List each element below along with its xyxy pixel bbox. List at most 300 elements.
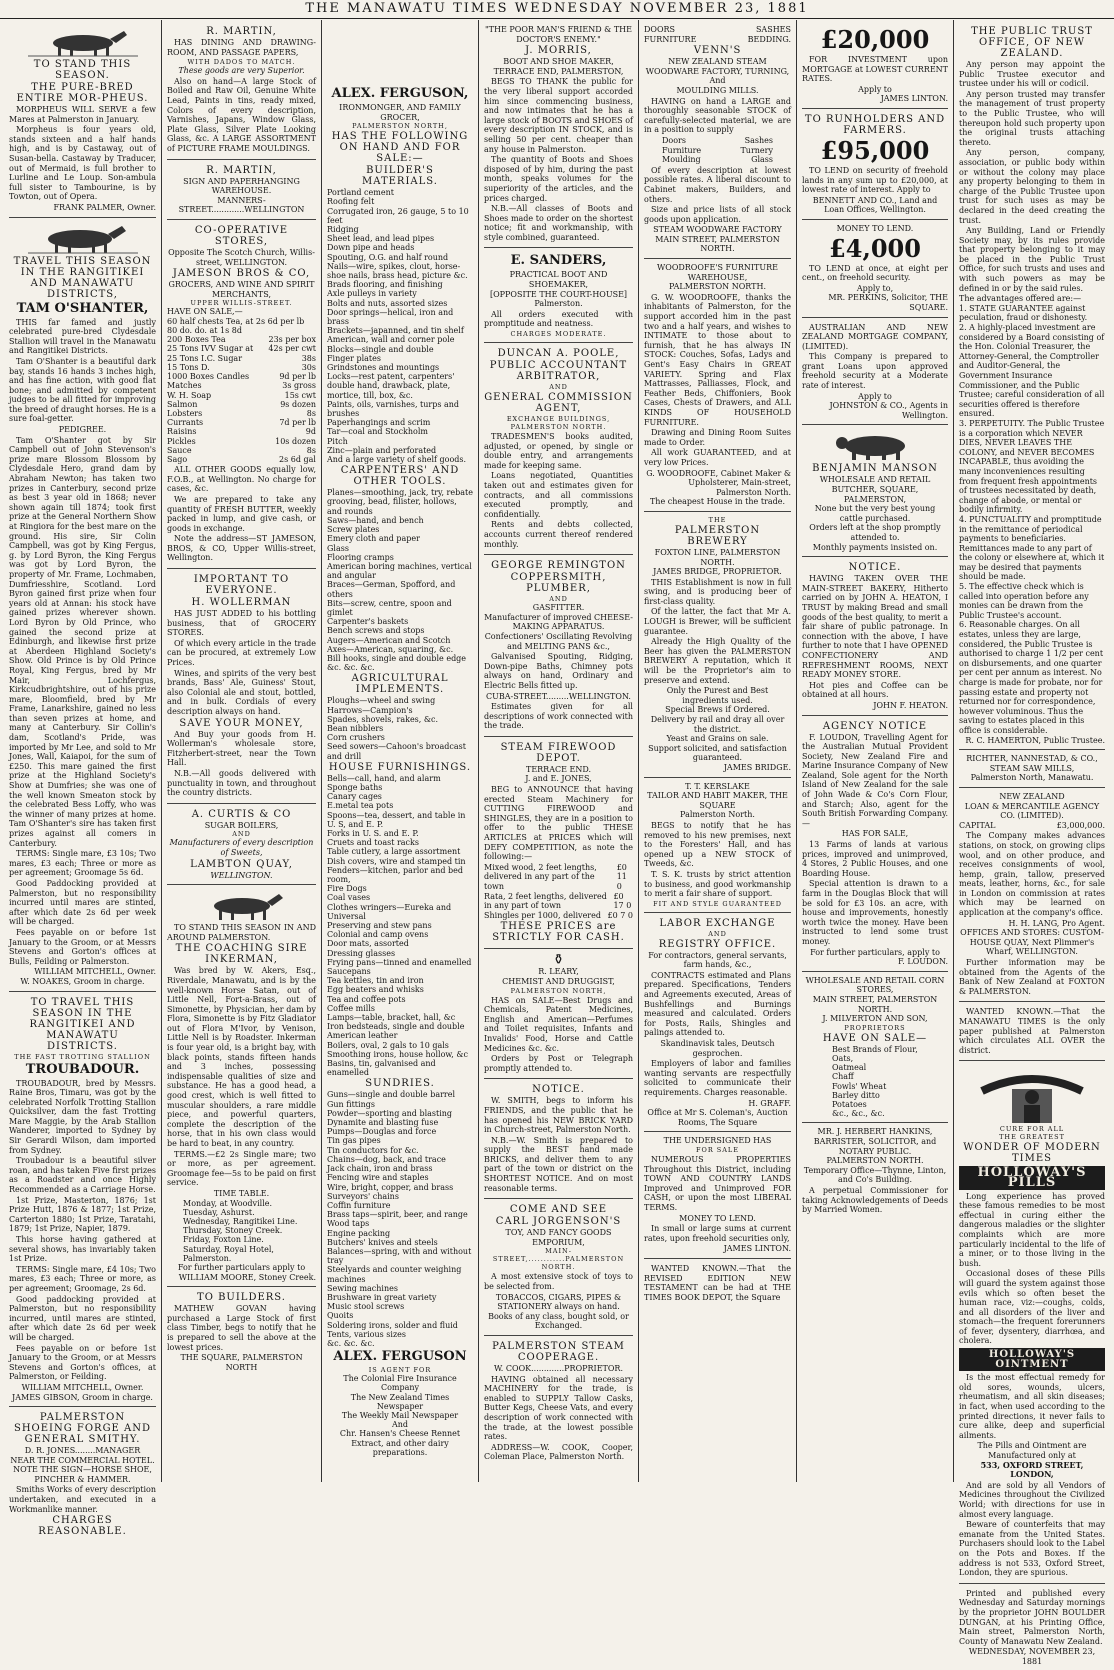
ad-subtitle: THE PURE-BRED ENTIRE MOR-PHEUS. xyxy=(16,82,149,104)
list-item: Nails—wire, spikes, clout, horse-shoe nails, brass head, picture &c. xyxy=(327,261,468,281)
list-item: Zinc—plain and perforated xyxy=(327,445,437,455)
ad-subtitle: NEW ZEALAND STEAM WOODWARE FACTORY, TURNING, xyxy=(645,57,790,76)
ad-title: LABOR EXCHANGE xyxy=(659,917,776,929)
list-item: Fencing wire and staples xyxy=(327,1173,429,1183)
list-item: Wire, bright, copper, and brass xyxy=(327,1182,454,1192)
product-row-cell: Furniture xyxy=(662,145,702,155)
list-item: Egg beaters and whisks xyxy=(327,985,424,995)
price-row xyxy=(167,381,316,390)
ad-title: PALMERSTON STEAM COOPERAGE. xyxy=(492,1341,625,1363)
ad-text: D. R. JONES........MANAGER xyxy=(24,1446,141,1456)
product-row-cell: Moulding xyxy=(662,155,701,165)
ad-address: [OPPOSITE THE COURT-HOUSE] Palmerston. xyxy=(489,289,628,309)
list-item: Bolts and nuts, assorted sizes xyxy=(327,298,448,308)
list-item: Door springs—helical, iron and brass xyxy=(327,307,454,327)
list-item: Cruets and toast racks xyxy=(327,838,419,848)
list-item: Paperhangings and scrim xyxy=(327,418,431,428)
ad-name: PALMERSTON BREWERY xyxy=(674,524,761,547)
ad-manson xyxy=(802,427,948,557)
ad-subtitle: PUBLIC ACCOUNTANT ARBITRATOR, xyxy=(489,360,628,383)
price-row-cell: Salmon xyxy=(167,399,198,409)
ad-morris xyxy=(484,23,633,248)
ad-signature: JOHNSTON & CO., Agents in Wellington. xyxy=(829,401,948,420)
price-row-cell: Matches xyxy=(167,381,202,391)
ad-signature: MR. PERKINS, Solicitor, THE SQUARE. xyxy=(828,293,948,312)
price-row xyxy=(167,409,316,418)
ad-text: Manufacturers of every description of Sweets, xyxy=(169,838,314,857)
ad-shoeing-forge xyxy=(9,1409,156,1542)
price-row xyxy=(167,335,316,344)
price-row-cell: 200 Boxes Tea xyxy=(167,335,226,345)
list-item: Fire Dogs xyxy=(327,884,367,894)
ad-poole xyxy=(484,345,633,555)
section-heading: HOUSE FURNISHINGS. xyxy=(328,761,472,773)
list-item: Butchers' knives and steels xyxy=(327,1237,438,1247)
ad-text: Smiths Works of every description undertaken, and executed in a Workmanlike manner. xyxy=(9,1485,156,1514)
ad-text: THIS Establishment is now in full swing, and is producing beer of first-class quality. xyxy=(644,577,791,606)
ad-address: OFFICES AND STORES: CUSTOM-HOUSE QUAY, Next Plimmer's Wharf, WELLINGTON. xyxy=(960,928,1104,957)
price-row xyxy=(484,911,633,921)
ad-morpheus xyxy=(9,23,156,218)
list-item: 1. STATE GUARANTEE against peculation, fraud or dishonesty. xyxy=(959,303,1088,323)
column-4 xyxy=(479,20,639,1482)
ad-curtis xyxy=(167,806,316,885)
ad-subtitle: HAVE ON SALE— xyxy=(822,1032,928,1044)
ad-text: TO LEND at once, at eight per cent., on freehold security. xyxy=(802,263,948,283)
ad-text: WANTED KNOWN.—That the MANAWATU TIMES is the only paper published at Palmerston which circulates ALL OVER the district. xyxy=(959,1007,1105,1055)
ad-text: Size and price lists of all stock goods upon application. xyxy=(644,205,791,224)
price-row xyxy=(167,427,316,436)
ad-text: Loans negotiated, Quantities taken out and estimates given for contracts, and all commissions executed promptly, and confidentially. xyxy=(484,471,633,519)
ad-text: None but the very best young cattle purchased. xyxy=(814,504,936,523)
ad-name: H. WOLLERMAN xyxy=(191,597,292,609)
ad-signature: ALEX. FERGUSON xyxy=(333,1349,467,1365)
list-item: Basins, tin, galvanised and enamelled xyxy=(327,1059,436,1078)
price-row-cell: 42s per cwt xyxy=(268,344,316,354)
ad-title: WONDER OF MODERN TIMES xyxy=(963,1142,1101,1165)
product-table xyxy=(644,136,791,165)
list-item: Smoothing irons, house hollow, &c xyxy=(327,1049,468,1059)
ad-text: Note the address—ST JAMESON, BROS, & CO, Upper Willis-street, Wellington. xyxy=(167,534,316,563)
column-1 xyxy=(4,20,162,1538)
ad-address: Palmerston North, Manawatu. xyxy=(970,773,1094,783)
price-row-cell: 38s xyxy=(301,353,316,363)
ad-text: Already the High Quality of the Beer has given the PALMERSTON BREWERY A reputation, which it will be the Proprietor's aim to preserve and extend. xyxy=(644,637,791,685)
ad-text: Hot pies and Coffee can be obtained at all hours. xyxy=(802,680,948,700)
ad-text: CHARGES MODERATE. xyxy=(510,330,607,339)
ad-text: And xyxy=(709,76,726,86)
list-item: Tin gas pipes xyxy=(327,1136,381,1146)
ad-text: HAS JUST ADDED to his bottling business, that of GROCERY STORES. xyxy=(167,609,316,638)
column-6 xyxy=(797,20,954,1482)
ad-name: JAMESON BROS & CO, xyxy=(172,268,311,280)
list-item: Frying pans—tinned and enamelled xyxy=(327,957,472,967)
item-list xyxy=(327,696,473,760)
ad-footer: THESE PRICES are STRICTLY FOR CASH. xyxy=(492,921,625,944)
holloways-ointment-banner: HOLLOWAY'S OINTMENT xyxy=(959,1348,1105,1371)
ad-subtitle: GENERAL COMMISSION AGENT, xyxy=(484,392,633,415)
list-item: Brads flooring, and finishing xyxy=(327,280,443,290)
ad-text: Monthly payments insisted on. xyxy=(812,542,938,552)
ad-text: 13 Farms of lands at various prices, improved and unimproved, 4 Stores, 2 Public Houses, and one Boarding House. xyxy=(802,840,948,878)
ad-text: Confectioners' Oscillating Revolving and MELTING PANS &c., xyxy=(484,631,633,651)
list-item: 4. PUNCTUALITY and promptitude in the remittance of periodical payments to beneficiaries. Remittances made to any part of the colony or elsewhere at, which it may be desired that payments should be made. xyxy=(959,514,1105,582)
column-3 xyxy=(322,20,479,1482)
section-heading: AGRICULTURAL IMPLEMENTS. xyxy=(351,673,449,696)
list-item: Dynamite and blasting fuse xyxy=(327,1118,439,1128)
list-item: Axle pulleys in variety xyxy=(327,289,417,299)
list-item: Best Brands of Flour, xyxy=(832,1044,918,1054)
ad-name: R. MARTIN, xyxy=(206,164,277,176)
ad-text: Any Building, Land or Friendly Society may, by its rules provide that property belonging to it may be placed in the Public Trust Office, for such trusts and uses and with such powers as may be defined in or by the said rules. xyxy=(959,226,1105,293)
holloway-emblem-icon xyxy=(972,1067,1092,1127)
list-item: Potatoes xyxy=(832,1099,867,1109)
price-row-cell: 3s gross xyxy=(282,381,316,391)
ad-jorgenson xyxy=(484,1201,633,1336)
ad-subtitle: GROCERS, AND WINE AND SPIRIT MERCHANTS, xyxy=(168,280,315,299)
ad-text: Employers of labor and families wanting servants are respectfully solicited to communicate their requirements. Charges reasonable. xyxy=(644,1059,791,1097)
price-row xyxy=(167,344,316,353)
ad-subtitle: PRACTICAL BOOT AND SHOEMAKER, xyxy=(509,270,608,290)
ad-text: FOR SALE xyxy=(695,1145,739,1154)
list-item: Guns—single and double barrel xyxy=(327,1090,456,1100)
list-item: Tin conductors for &c. xyxy=(327,1145,419,1155)
ad-text: Of which every article in the trade can be procured, at extremely Low Prices. xyxy=(167,638,316,668)
price-list xyxy=(484,863,633,921)
list-item: Spoons—tea, dessert, and table in U. S, and E. P. xyxy=(327,810,466,829)
ad-name: A. CURTIS & CO xyxy=(191,808,292,820)
list-item: Oatmeal xyxy=(832,1063,867,1073)
ad-text: Books of any class, bought sold, or Exchanged. xyxy=(488,1311,629,1331)
item-list xyxy=(802,1045,948,1119)
ad-subtitle: MOULDING MILLS. xyxy=(676,85,759,95)
ad-signature: JAMES BRIDGE. xyxy=(723,762,791,772)
section-heading: TIME TABLE. xyxy=(213,1188,270,1198)
list-item: Balances—spring, with and without tray xyxy=(327,1246,472,1266)
ad-text: MORPHEUS WILL SERVE a few Mares at Palmerston in January. xyxy=(9,105,156,124)
ad-address: Office at Mr S. Coleman's, Auction Rooms, The Square xyxy=(647,1108,788,1127)
horse-name: TROUBADOUR. xyxy=(25,1061,140,1077)
price-row xyxy=(167,372,316,381)
list-item: Roofing felt xyxy=(327,197,375,207)
section-heading: PEDIGREE. xyxy=(58,425,107,435)
list-item: Flooring cramps xyxy=(327,552,394,562)
ad-text: Delivery by rail and dray all over the district. xyxy=(650,715,785,734)
ad-text: CONTRACTS estimated and Plans prepared. Specifications, Tenders and Agreements executed, Areas of Bushfellings and Burnings measured and calculated. Orders for Posts, Rails, Shingles and palings attended to. xyxy=(644,970,791,1038)
price-row-cell: W. H. Soap xyxy=(167,390,212,400)
ad-text: Good Paddocking provided at Palmerston, but no responsibility incurred until mares are stinted, after which date 2s 6d per week will be charged. xyxy=(9,878,156,927)
ad-text: Temporary Office—Thynne, Linton, and Co's Building. xyxy=(803,1165,947,1185)
ad-subtitle: TOY, AND FANCY GOODS EMPORIUM, xyxy=(505,1228,612,1247)
imprint-date: WEDNESDAY, NOVEMBER 23, 1881 xyxy=(968,1647,1096,1666)
ad-text: Only the Purest and Best ingredients used. xyxy=(666,686,769,705)
ad-title: AGENCY NOTICE xyxy=(822,720,928,732)
list-item: Sheet lead, and lead pipes xyxy=(327,234,435,244)
ad-address: 533, OXFORD STREET, LONDON, xyxy=(980,1459,1084,1480)
list-item: Table cutlery, a large assortment xyxy=(327,847,461,857)
list-item: Jack chain, iron and brass xyxy=(327,1164,433,1174)
ad-title: TO TRAVEL THIS SEASON IN THE RANGITIKEI AND MANAWATU DISTRICTS. xyxy=(29,996,136,1052)
list-item: Seed sowers—Cahoon's broadcast and drill xyxy=(327,742,466,761)
time-table-line: Thursday, Stoney Creek. xyxy=(183,1226,283,1236)
ad-address: PALMERSTON NORTH. xyxy=(826,1156,924,1166)
ad-text: For further particulars, apply to xyxy=(810,947,940,957)
ad-signature: JAMES LINTON. xyxy=(723,1244,791,1254)
list-item: Grindstones and mountings xyxy=(327,363,440,373)
ad-text: And Buy your goods from H. Wollerman's wholesale store, Fitzherbert-street, near the Town Hall. xyxy=(167,729,316,768)
ad-text: BEDDING. xyxy=(747,34,791,44)
column-5 xyxy=(639,20,797,1482)
column-2 xyxy=(162,20,322,1482)
price-row xyxy=(167,317,316,326)
list-item: Tea kettles, tin and iron xyxy=(327,976,424,986)
list-item: Powder—sporting and blasting xyxy=(327,1108,453,1118)
ad-address: MANNERS-STREET.............WELLINGTON xyxy=(178,195,305,215)
ad-text: Apply to, xyxy=(856,283,894,293)
ad-text: TERMS: Single mare, £4 10s; Two mares, £3 each; Three or more, as per agreement; Groomage, 2s 6d. xyxy=(9,1264,156,1293)
ad-header-row xyxy=(644,25,791,35)
ad-text: A most extensive stock of toys to be selected from. xyxy=(484,1272,633,1292)
price-row-cell: £0 11 0 xyxy=(616,862,627,891)
ad-text: Tam O'Shanter got by Sir Campbell out of John Stevenson's prize mare Blossom Blossom by Clydesdale Hero, grand dam by Abraham Newton; has taken two prizes in Canterbury, second prize as best 3 year old in 1868; never shown again till 1874; took first prize at the General Northern Show at Ringiora for the best mare on the ground. His sire, Sir Colin Campbell, was got by King Fergus, g. by Lord Byron, the King Fergus was got by Lord Byron, the property of Mr. Frame, Lochmaben, Dumfriesshire, Scotland. Lord Byron gained first prize when four years old at Annan: his stock have gained prizes wherever shown. Lord Byron by Old Prince, who gained the second prize at Edinburgh, and likewise first prize at Aberdeen Highland Society's Show. Old Prince is by Old Prince Royal, King Fergus, bred by Mr Mair, Lochfergus, Kirkcudbrightshire, out of his prize mare, Bloomfield, bred by Mr Frame, Lanarkshire, gained no less than seven prizes at home, and many at Canterbury. Sir Collin's dam, Scotland's Pride, was imported by Mr Lee, and sold to Mr Jones, Wall, Kaiapoi, for the sum of £250. This mare gained the first prize at the Highland Society's Show at Dumfries; she was one of the well known Smeaton stock by the celebrated Bess Loffy, who was the winner of many prizes at home. Tam O'Shanter's sire has taken first prizes against all comers in Canterbury. xyxy=(9,435,156,848)
ad-mortgage-company xyxy=(802,320,948,426)
list-item: Glass xyxy=(327,543,349,553)
ad-signature: H. H. LANG, Pro Agent. xyxy=(1008,918,1105,928)
ad-title: NEW ZEALAND xyxy=(999,791,1065,801)
imprint-text: Printed and published every Wednesday and Saturday mornings by the proprietor JOHN BOULDER DUNGAN, at his Printing Office, Main street, Palmerston North, County of Manawatu New Zealand. xyxy=(959,1588,1105,1646)
price-row-cell: 2s 6d gal xyxy=(279,454,316,464)
list-item: Gun fittings xyxy=(327,1099,375,1109)
ad-title: REGISTRY OFFICE. xyxy=(658,938,777,950)
ad-signature: WILLIAM MITCHELL, Owner. xyxy=(21,1382,144,1392)
ad-text: BEGS to notify that he has removed to his new premises, next to the Foresters' Hall, and has opened up a NEW STOCK of Tweeds, &c. xyxy=(644,820,791,869)
ad-title: PALMERSTON SHOEING FORGE AND GENERAL SMITHY. xyxy=(13,1412,152,1446)
ad-text: WITH DADOS TO MATCH. xyxy=(187,58,296,67)
product-row-cell: Sashes xyxy=(744,135,773,145)
price-row-cell: Pickles xyxy=(167,436,196,446)
ad-address: PALMERSTON NORTH, xyxy=(510,986,607,995)
ad-name: R. MARTIN, xyxy=(206,26,277,37)
ad-subtitle: IRONMONGER, AND FAMILY GROCER, xyxy=(339,103,461,122)
ad-title: "THE POOR MAN'S FRIEND & THE DOCTOR'S ENEMY." xyxy=(485,25,632,44)
ad-remington xyxy=(484,557,633,737)
ad-name: BENJAMIN MANSON xyxy=(812,463,938,475)
ad-woodroofe xyxy=(644,261,791,512)
list-item: Bill hooks, single and double edge &c. &c. &c. xyxy=(327,653,467,673)
list-item: &c., &c., &c. xyxy=(832,1109,885,1119)
ad-title: WOODROOFE'S FURNITURE WAREHOUSE, xyxy=(657,263,778,282)
ad-text: Also on hand—A large Stock of Boiled and Raw Oil, Genuine White Lead, Paints in tins, ready mixed, Colors of every description, Varnishes, Japans, Window Glass, Plate Glass, Silver Plate Looking Glass, &c. A LARGE ASSORTMENT of PICTURE FRAME MOULDINGS. xyxy=(167,76,316,153)
list-item: Finger plates xyxy=(327,353,381,363)
list-item: Braces—German, Spofford, and others xyxy=(327,580,456,599)
ad-text: This horse having gathered at several shows, has invariably taken 1st Prize. xyxy=(9,1235,156,1264)
product-row xyxy=(662,136,773,146)
product-row xyxy=(662,155,773,165)
product-row-cell: Glass xyxy=(751,155,773,165)
ad-sanders xyxy=(484,250,633,343)
ad-text: Fees payable on or before 1st January to the Groom, or at Messrs Stevens and Gorton's offices at Bulls, Feilding or Palmerston. xyxy=(9,927,156,966)
time-table-line: Monday, at Woodville. xyxy=(183,1198,273,1208)
ad-title: CO-OPERATIVE STORES, xyxy=(194,224,289,247)
list-item: E.metal tea pots xyxy=(327,801,394,811)
product-row xyxy=(662,146,773,156)
ad-subtitle: COPPERSMITH, PLUMBER, xyxy=(510,572,607,595)
ad-address: MAIN-STREET,............PALMERSTON NORTH. xyxy=(492,1247,625,1272)
ad-ferguson xyxy=(327,23,473,1461)
ad-subtitle: HAS FOR SALE, xyxy=(841,829,909,839)
ad-linton-properties xyxy=(644,1134,791,1259)
ad-text: TERMS: Single mare, £3 10s; Two mares, £3 each; Three or more as per agreement; Groomage 5s 6d. xyxy=(9,849,156,878)
ad-title: COME AND SEE xyxy=(509,1204,608,1216)
time-table xyxy=(167,1199,316,1263)
ad-title: TO STAND THIS SEASON. xyxy=(33,59,132,81)
list-item: Portland cement xyxy=(327,188,394,198)
ad-signature: JAMES LINTON. xyxy=(880,94,948,104)
ad-r-martin-2 xyxy=(167,162,316,220)
ad-name: MR. J. HERBERT HANKINS, xyxy=(817,1127,933,1137)
capital-row xyxy=(959,821,1105,831)
ad-text: The Pills and Ointment are Manufactured only at xyxy=(977,1441,1087,1460)
ad-address: FOXTON LINE, PALMERSTON NORTH. xyxy=(654,547,781,567)
ad-address: Opposite The Scotch Church, Willis-street, WELLINGTON. xyxy=(168,247,315,267)
ad-text: TO STAND THIS SEASON IN AND AROUND PALMERSTON. xyxy=(167,923,316,942)
product-row-cell: Doors xyxy=(662,135,686,145)
price-row-cell: 25 Tons IVV Sugar at xyxy=(167,344,254,354)
ad-text: SIGN AND PAPERHANGING WAREHOUSE. xyxy=(183,176,300,196)
ad-text: Of every description at lowest possible rates. A liberal discount to Cabinet makers, Builders, and others. xyxy=(644,165,791,204)
list-item: Harrows—Campion's xyxy=(327,705,413,715)
ad-text: Support solicited, and satisfaction guaranteed. xyxy=(648,743,787,763)
ad-name: R. LEARY, xyxy=(538,967,579,977)
ad-title: TRAVEL THIS SEASON IN THE RANGITIKEI AND MANAWATU DISTRICTS, xyxy=(13,255,152,300)
ad-title: TO RUNHOLDERS AND FARMERS. xyxy=(804,113,946,136)
ad-signature: W. NOAKES, Groom in charge. xyxy=(20,976,145,986)
ad-text: NEAR THE COMMERCIAL HOTEL. xyxy=(10,1455,155,1465)
ad-subtitle: GASFITTER. xyxy=(532,603,585,613)
ad-troubadour xyxy=(9,994,156,1408)
item-list xyxy=(327,1090,473,1348)
ad-address: UPPER WILLIS-STREET. xyxy=(190,299,293,308)
ad-text: Rents and debts collected, accounts current thereof rendered monthly. xyxy=(484,520,633,549)
ad-subtitle: THE FAST TROTTING STALLION xyxy=(14,1052,151,1061)
ad-text: AND xyxy=(708,929,727,938)
list-item: 2. A highly-placed investment are considered by a Board consisting of the Hon. Colonial Treasurer, the Attorney-General, the Comptroller and Auditor-General, the Government Insurance Commissioner, and the Public Trustee; careful consideration of all securities offered is therefore ensured. xyxy=(959,323,1105,419)
list-item: Lamps—table, bracket, hall, &c xyxy=(327,1013,456,1023)
list-item: Fowls' Wheat xyxy=(832,1081,887,1091)
ad-text: HAVING TAKEN OVER THE MAIN-STREET BAKERY, Hitherto carried on by JOHN A. HEATON, I TRUST by making Bread and small goods of the best quality, to merit a fair share of public patronage. In connection with the above, I have further to note that I have OPENED CONFECTIONERY AND REFRESHMENT ROOMS, NEXT READY MONEY STORE. xyxy=(802,574,948,680)
ad-text: AND xyxy=(549,595,568,604)
list-item: 6. Reasonable charges. On all estates, unless they are large, considered, the Public Trustee is authorised to charge 1 1/2 per cent on disbursements, and one quarter per cent per annum as interest. No charge is made for probate, nor for passing estate and property not returned nor for correspondence, however voluminous. Thus the saving to estates placed in this office is considerable. xyxy=(959,620,1104,735)
price-row-cell: 80 do. do. at 1s 8d xyxy=(167,326,242,336)
ad-richter xyxy=(959,752,1105,788)
ad-text: Fees payable on or before 1st January to the Groom, or at Messrs Stevens and Gorton's offices, at Palmerston, or Feilding. xyxy=(9,1343,156,1382)
ad-text: NOTE THE SIGN—HORSE SHOE, PINCHER & HAMMER. xyxy=(13,1465,152,1484)
ad-title: NOTICE. xyxy=(532,1084,585,1096)
ad-text: TROUBADOUR, bred by Messrs. Raine Bros, Timaru, was got by the celebrated Norfolk Trotting Stallion Quicksilver, dam the fast Trotting Mare Maggie, by the Arab Stallion Wanderer, imported to Sydney by Sir Gerardi Wilson, dam imported from Sydney. xyxy=(9,1078,156,1155)
list-item: Fenders—kitchen, parlor and bed room, xyxy=(327,865,464,884)
price-row-cell: 15s cwt xyxy=(284,390,316,400)
masthead: THE MANAWATU TIMES WEDNESDAY NOVEMBER 23, 1881 xyxy=(0,0,1114,19)
ad-subtitle: BARRISTER, SOLICITOR, and NOTARY PUBLIC. xyxy=(813,1136,937,1156)
ad-text: Troubadour is a beautiful silver roan, and has taken Five first prizes as a Roadster and once Highly Recommended as a Carriage Horse. xyxy=(9,1156,156,1195)
list-item: Soldering irons, solder and fluid xyxy=(327,1320,458,1330)
time-table-line: Friday, Foxton Line. xyxy=(183,1235,264,1245)
ad-inkerman xyxy=(167,887,316,1287)
ad-text: F. LOUDON, Travelling Agent for the Australian Mutual Provident Society, New Zealand Fire and Marine Insurance Company of New Zealand, Sole agent for the North Island of New Zealand for the sale of John Wade & Co's Corn Flour, and Starch; Also, agent for the South British Forwarding Company.— xyxy=(802,732,948,828)
ad-amount: £20,000 xyxy=(820,25,930,54)
list-item: Oats, xyxy=(832,1053,854,1063)
price-row-cell: 15 Tons D. xyxy=(167,362,210,372)
price-row xyxy=(167,446,316,455)
list-item: Dressing glasses xyxy=(327,948,396,958)
ad-text: Wines, and spirits of the very best brands, Bass' Ale, Guiness' Stout, also Colonial ale and stout, bottled, and in bulk. Cordials of every description always on hand. xyxy=(167,668,316,716)
ad-text: Skandinavisk tales, Deutsch gesprochen. xyxy=(660,1039,775,1058)
ad-address: MAIN STREET, PALMERSTON NORTH. xyxy=(812,994,938,1014)
ad-20000 xyxy=(802,23,948,109)
ad-jameson-bros xyxy=(167,222,316,569)
ad-text: These goods are very Superior. xyxy=(178,66,305,76)
ad-loan-mercantile xyxy=(959,790,1105,1002)
list-item: Locks—rest patent, carpenters' double hand, drawback, plate, mortice, till, box, &c. xyxy=(327,372,455,400)
ad-signature: WILLIAM MITCHELL, Owner. xyxy=(34,967,156,977)
ad-text: BEG to ANNOUNCE that having erected Steam Machinery for CUTTING FIREWOOD and SHINGLES, they are in a position to offer to the public THESE ARTICLES at PRICES which will DEFY COMPETITION, as note the following:— xyxy=(484,785,633,862)
ad-text: This Company is prepared to grant Loans upon approved freehold security at a Moderate rate of interest. xyxy=(802,352,948,391)
ad-text: Drawing and Dining Room Suites made to Order. xyxy=(644,428,791,447)
ad-signature: FRANK PALMER, Owner. xyxy=(53,202,156,212)
list-item: Tar—coal and Stockholm xyxy=(327,427,429,437)
price-row-cell: 9d per lb xyxy=(279,372,316,382)
ad-text: TO LEND on security of freehold lands in any sum up to £20,000, at lowest rate of interest. Apply to xyxy=(802,165,948,195)
price-row-cell: Lobsters xyxy=(167,408,203,418)
price-row xyxy=(167,354,316,363)
ad-firewood xyxy=(484,739,633,950)
ad-text: DOORS xyxy=(644,25,676,34)
list-item: Surveyors' chains xyxy=(327,1191,399,1201)
ad-signature: WILLIAM MOORE, Stoney Creek. xyxy=(178,1272,316,1282)
ad-text: Was bred by W. Akers, Esq., Riverdale, Manawatu, and is by the well-known Horse Satan, out of Little Nell, Fort-a-Brass, out of Simonette, by Physician, her dam by Flora, Simonette is by Fitz Gladiator out of Flora M'Ivor, by Venison, Little Nell is by Roadster. Inkerman is four year old, is a bright bay, with black points, stands fifteen hands and 3 inches, possessing indispensable qualities of size and substance. He has a good head, a good crest, which is well fitted to muscular shoulders, a rare middle piece, and powerful quarters, complete the description of the horse, that in his own class would be hard to beat, in any country. xyxy=(167,966,316,1148)
price-row-cell: 1000 Boxes Candles xyxy=(167,372,250,382)
ad-text: Any person, company, association, or public body within or without the colony may place any property belonging to them in charge of the Public Trustee upon trust for such uses as may be declared in the deed creating the trust. xyxy=(959,148,1105,225)
ad-text: Of the latter, the fact that Mr A. LOUGH is Brewer, will be sufficient guarantee. xyxy=(644,607,791,636)
ad-address: PALMERSTON NORTH. xyxy=(668,282,766,292)
section-heading: CARPENTERS' AND OTHER TOOLS. xyxy=(340,465,460,488)
ad-leary xyxy=(484,951,633,1079)
ad-address: PALMERSTON NORTH, xyxy=(352,122,448,131)
ad-holloway xyxy=(959,1063,1105,1583)
ad-title: NOTICE. xyxy=(848,562,902,574)
ad-text: AND xyxy=(549,383,568,392)
item-list xyxy=(327,774,473,1078)
ad-subtitle: SAVE YOUR MONEY, xyxy=(179,717,304,729)
list-item: Preserving and stew pans xyxy=(327,921,432,931)
ad-text: THE GREATEST xyxy=(999,1133,1065,1142)
mortar-icon: ⚱ xyxy=(552,952,565,969)
ad-text: Special attention is drawn to a farm in the Douglas Block that will be sold for £3 10s. an acre, with house and improvements, honestly worth twice the money. Have been instructed to lend some trust money. xyxy=(802,879,948,946)
ad-text: Apply to xyxy=(858,391,892,401)
ad-text: Tam O'Shanter is a beautiful dark bay, stands 16 hands 3 inches high, and has fine action, with good flat bone; and admitted by competent judges to be all fitted for improving the breed of draught horses. He is a sure foal-getter. xyxy=(9,356,156,424)
ad-text: JAMES BRIDGE, PROPRIETOR. xyxy=(653,567,782,577)
list-item: Corn crushers xyxy=(327,733,385,743)
price-row xyxy=(167,437,316,446)
ad-title: THE COACHING SIRE INKERMAN, xyxy=(175,943,308,966)
list-item: 3. PERPETUITY. The Public Trustee is a corporation which NEVER DIES, NEVER LEAVES THE COLONY, and NEVER BECOMES INCAPABLE, thus avoiding the many inconveniences resulting from frequent fresh appointments of trustees necessitated by death, change of abode, or mental or bodily infirmity. xyxy=(959,418,1105,515)
ad-signature: JAMES GIBSON, Groom in charge. xyxy=(12,1392,153,1402)
ad-text: THE xyxy=(708,515,727,524)
ad-text: A perpetual Commissioner for taking Acknowledgements of Deeds by Married Women. xyxy=(802,1185,948,1215)
ad-text: The advantages offered are:— xyxy=(959,294,1082,304)
ad-title: IMPORTANT TO EVERYONE. xyxy=(193,574,290,597)
price-row xyxy=(167,418,316,427)
